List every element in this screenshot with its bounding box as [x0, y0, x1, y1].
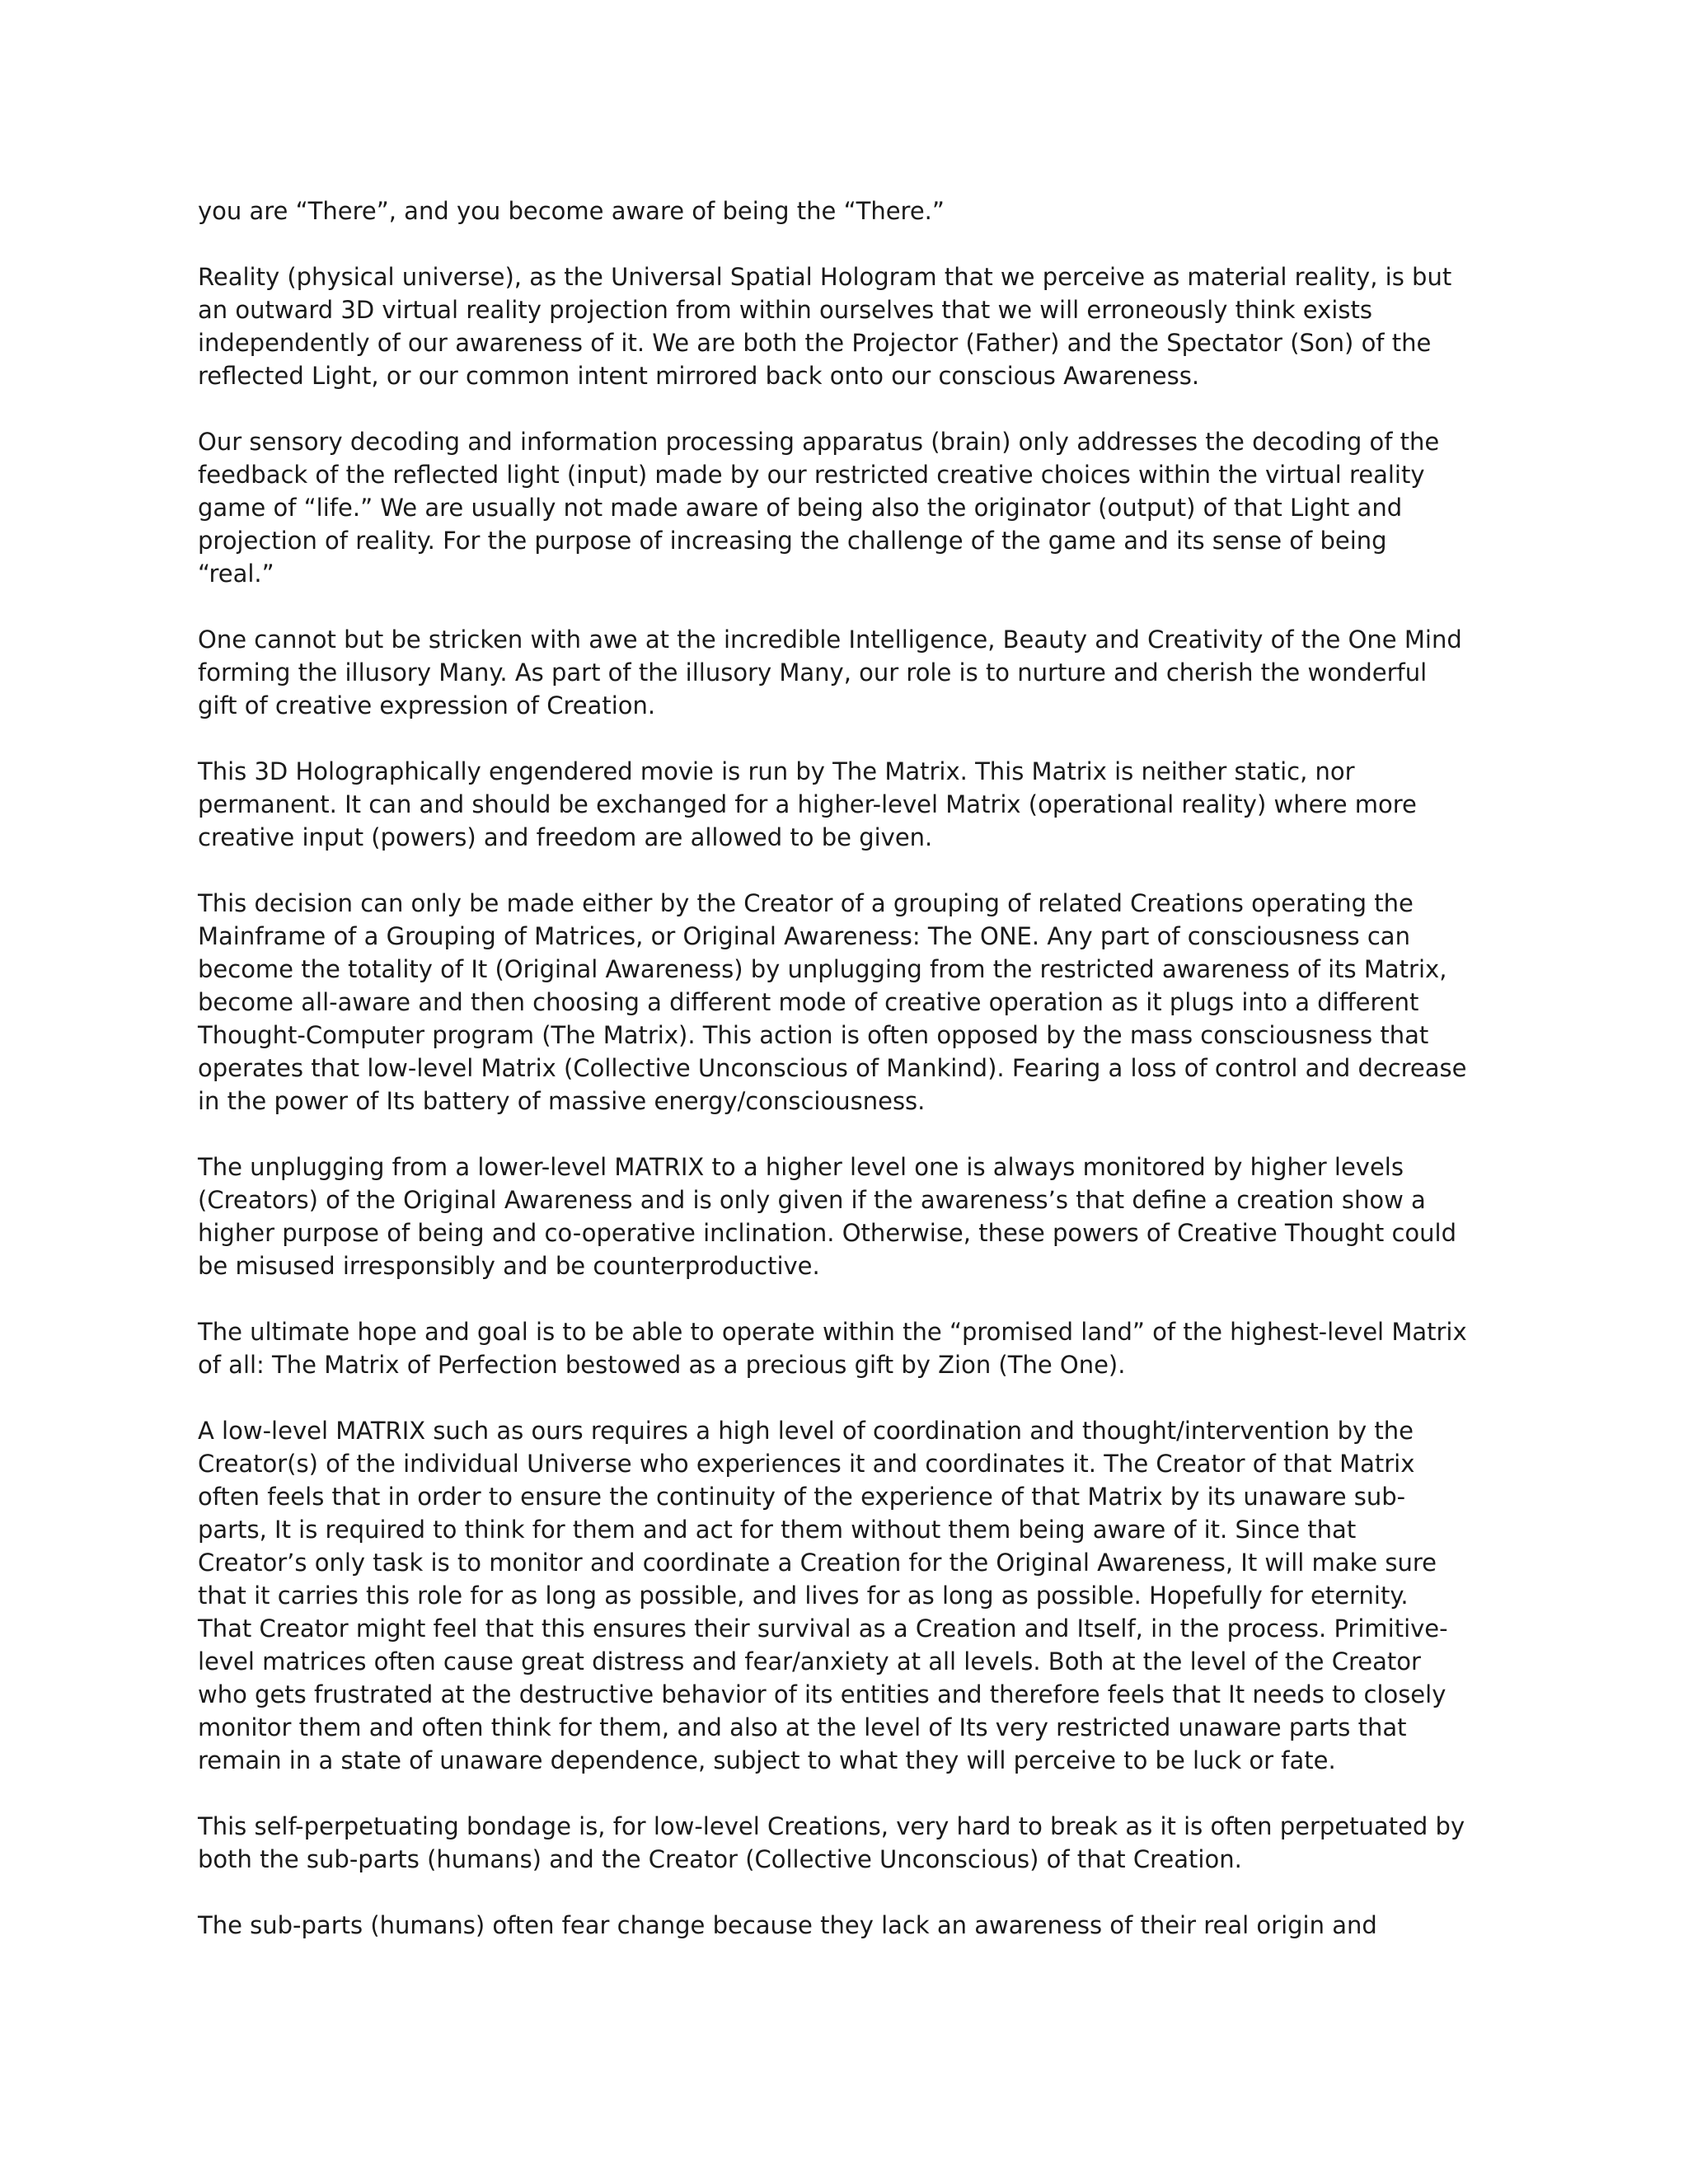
paragraph-6 [198, 887, 1492, 1118]
paragraph-5 [198, 755, 1492, 854]
text-line: This self-perpetuating bondage is, for low-level Creations, very hard to break as it is often perpetuated by [198, 1812, 1465, 1840]
text-line: often feels that in order to ensure the continuity of the experience of that Matrix by its unaware sub- [198, 1483, 1406, 1511]
text-line: parts, It is required to think for them and act for them without them being aware of it. Since that [198, 1516, 1357, 1544]
paragraph-1 [198, 194, 1492, 227]
text-line: you are “There”, and you become aware of being the “There.” [198, 197, 945, 225]
text-line: (Creators) of the Original Awareness and is only given if the awareness’s that define a creation show a [198, 1186, 1426, 1214]
text-line: operates that low-level Matrix (Collective Unconscious of Mankind). Fearing a loss of control and decrease [198, 1054, 1467, 1082]
text-line: Our sensory decoding and information processing apparatus (brain) only addresses the decoding of the [198, 428, 1440, 456]
text-line: feedback of the reflected light (input) made by our restricted creative choices within the virtual reality [198, 461, 1425, 489]
text-line: become the totality of It (Original Awareness) by unplugging from the restricted awareness of its Matrix, [198, 955, 1447, 983]
text-line: be misused irresponsibly and be counterproductive. [198, 1252, 820, 1280]
text-line: that it carries this role for as long as possible, and lives for as long as possible. Hopefully for eternity. [198, 1582, 1409, 1610]
text-line: One cannot but be stricken with awe at the incredible Intelligence, Beauty and Creativity of the One Mind [198, 626, 1462, 654]
text-line: monitor them and often think for them, and also at the level of Its very restricted unaware parts that [198, 1713, 1407, 1741]
text-line: become all-aware and then choosing a different mode of creative operation as it plugs into a different [198, 988, 1419, 1016]
text-line: both the sub-parts (humans) and the Creator (Collective Unconscious) of that Creation. [198, 1845, 1242, 1873]
text-line: Thought-Computer program (The Matrix). This action is often opposed by the mass consciousness that [198, 1021, 1429, 1049]
text-line: of all: The Matrix of Perfection bestowed as a precious gift by Zion (The One). [198, 1351, 1126, 1379]
paragraph-4 [198, 623, 1492, 722]
text-line: That Creator might feel that this ensures their survival as a Creation and Itself, in the process. Primitive- [198, 1615, 1448, 1643]
text-line: This decision can only be made either by the Creator of a grouping of related Creations operating the [198, 889, 1414, 917]
text-line: Creator’s only task is to monitor and coordinate a Creation for the Original Awareness, It will make sure [198, 1549, 1437, 1577]
text-line: The sub-parts (humans) often fear change because they lack an awareness of their real origin and [198, 1911, 1377, 1939]
paragraph-9 [198, 1414, 1492, 1777]
text-line: level matrices often cause great distress and fear/anxiety at all levels. Both at the level of the Creator [198, 1647, 1421, 1675]
text-line: an outward 3D virtual reality projection from within ourselves that we will erroneously think exists [198, 296, 1372, 324]
text-line: “real.” [198, 560, 274, 588]
text-line: forming the illusory Many. As part of the illusory Many, our role is to nurture and cherish the wonderful [198, 658, 1428, 687]
text-line: reflected Light, or our common intent mirrored back onto our conscious Awareness. [198, 362, 1200, 390]
text-line: game of “life.” We are usually not made aware of being also the originator (output) of that Light and [198, 494, 1403, 522]
text-line: gift of creative expression of Creation. [198, 691, 656, 719]
text-line: creative input (powers) and freedom are allowed to be given. [198, 823, 933, 851]
text-line: higher purpose of being and co-operative inclination. Otherwise, these powers of Creative Thought could [198, 1219, 1457, 1247]
text-line: Reality (physical universe), as the Universal Spatial Hologram that we perceive as material reality, is but [198, 263, 1452, 291]
text-line: independently of our awareness of it. We are both the Projector (Father) and the Spectator (Son) of the [198, 329, 1432, 357]
text-line: in the power of Its battery of massive energy/consciousness. [198, 1087, 926, 1115]
text-line: The ultimate hope and goal is to be able to operate within the “promised land” of the highest-level Matrix [198, 1318, 1467, 1346]
text-line: remain in a state of unaware dependence, subject to what they will perceive to be luck or fate. [198, 1746, 1336, 1774]
text-line: The unplugging from a lower-level MATRIX to a higher level one is always monitored by higher levels [198, 1153, 1404, 1181]
paragraph-11 [198, 1909, 1492, 1942]
text-line: permanent. It can and should be exchanged for a higher-level Matrix (operational reality) where more [198, 790, 1417, 818]
paragraph-7 [198, 1151, 1492, 1282]
text-line: projection of reality. For the purpose of increasing the challenge of the game and its sense of being [198, 527, 1387, 555]
paragraph-2 [198, 260, 1492, 392]
text-line: Mainframe of a Grouping of Matrices, or Original Awareness: The ONE. Any part of consciousness can [198, 922, 1410, 950]
paragraph-10 [198, 1810, 1492, 1876]
text-line: who gets frustrated at the destructive behavior of its entities and therefore feels that It needs to closely [198, 1680, 1447, 1708]
text-line: Creator(s) of the individual Universe who experiences it and coordinates it. The Creator of that Matrix [198, 1450, 1415, 1478]
text-line: This 3D Holographically engendered movie is run by The Matrix. This Matrix is neither static, nor [198, 757, 1355, 785]
text-line: A low-level MATRIX such as ours requires a high level of coordination and thought/intervention by the [198, 1417, 1414, 1445]
paragraph-8 [198, 1315, 1492, 1381]
paragraph-3 [198, 425, 1492, 590]
